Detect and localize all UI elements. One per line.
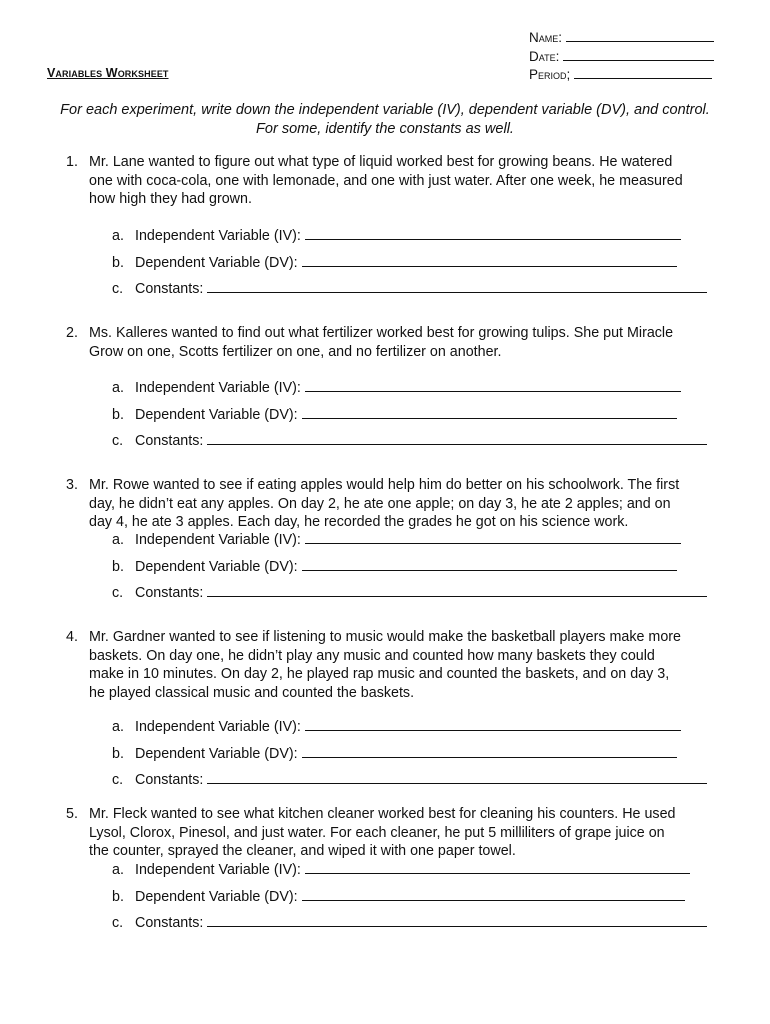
sub-letter: c. [112,281,124,297]
question-line: one with coca-cola, one with lemonade, and one with just water. After one week, he measured [89,172,683,189]
sub-letter: c. [112,433,124,449]
iv-label: Independent Variable (IV): [135,719,301,735]
constants-answer-blank[interactable] [207,913,707,927]
sub-letter: c. [112,772,124,788]
sub-letter: b. [112,888,124,905]
iv-answer-blank[interactable] [305,530,681,544]
question-line: Mr. Fleck wanted to see what kitchen cleaner worked best for cleaning his counters. He used [89,806,676,822]
question-line: how high they had grown. [89,191,252,207]
answer-iv [112,226,736,245]
sub-letter: a. [112,719,124,735]
question-3 [66,476,736,532]
name-field [529,29,729,48]
dv-label: Dependent Variable (DV): [135,888,298,905]
question-5-answers [66,860,736,932]
iv-label: Independent Variable (IV): [135,532,301,548]
question-4 [66,628,736,702]
constants-answer-blank[interactable] [207,770,707,784]
instructions-line-2: For some, identify the constants as well. [256,120,514,137]
question-line: he played classical music and counted the baskets. [89,684,415,701]
dv-answer-blank[interactable] [302,405,677,419]
sub-letter: a. [112,862,124,878]
sub-letter: a. [112,228,124,244]
question-text [89,324,739,361]
dv-label: Dependent Variable (DV): [135,406,298,423]
iv-answer-blank[interactable] [305,860,690,874]
name-label: Name: [529,30,563,45]
question-text [89,153,739,209]
answer-iv [112,860,736,879]
constants-label: Constants: [135,585,204,601]
instructions [40,101,730,138]
answer-dv [112,253,736,272]
worksheet-title: Variables Worksheet [47,66,169,80]
question-1 [66,153,736,209]
answer-constants [112,431,736,450]
dv-label: Dependent Variable (DV): [135,254,298,271]
sub-letter: b. [112,254,124,271]
iv-answer-blank[interactable] [305,717,681,731]
question-3-answers [66,530,736,602]
question-text [89,476,739,532]
question-line: Lysol, Clorox, Pinesol, and just water. For each cleaner, he put 5 milliliters of grape juice on [89,824,665,841]
sub-letter: c. [112,585,124,601]
dv-answer-blank[interactable] [302,557,677,571]
sub-letter: b. [112,558,124,575]
constants-answer-blank[interactable] [207,279,707,293]
question-4-answers [66,717,736,789]
sub-letter: c. [112,915,124,931]
iv-answer-blank[interactable] [305,226,681,240]
iv-label: Independent Variable (IV): [135,380,301,396]
constants-answer-blank[interactable] [207,431,707,445]
answer-constants [112,583,736,602]
period-blank[interactable] [574,66,712,79]
answer-constants [112,770,736,789]
question-line: Mr. Lane wanted to figure out what type of liquid worked best for growing beans. He watered [89,154,673,170]
dv-answer-blank[interactable] [302,744,677,758]
date-field [529,48,729,67]
constants-label: Constants: [135,433,204,449]
constants-label: Constants: [135,281,204,297]
answer-dv [112,887,736,906]
date-label: Date: [529,48,560,64]
instructions-line-1: For each experiment, write down the independent variable (IV), dependent variable (DV), and control. [60,102,710,118]
period-field [529,66,729,85]
student-info-block [529,29,729,85]
question-number: 4. [66,629,78,645]
dv-answer-blank[interactable] [302,887,685,901]
iv-label: Independent Variable (IV): [135,862,301,878]
dv-answer-blank[interactable] [302,253,677,267]
iv-label: Independent Variable (IV): [135,228,301,244]
question-line: Mr. Rowe wanted to see if eating apples would help him do better on his schoolwork. The first [89,477,680,493]
question-text [89,805,739,861]
answer-iv [112,717,736,736]
question-line: the counter, sprayed the cleaner, and wiped it with one paper towel. [89,843,516,859]
answer-dv [112,557,736,576]
question-text [89,628,739,702]
question-5 [66,805,736,861]
answer-dv [112,744,736,763]
answer-constants [112,279,736,298]
question-line: baskets. On day one, he didn’t play any music and counted how many baskets they could [89,647,655,664]
question-2 [66,324,736,361]
question-line: day, he didn’t eat any apples. On day 2, he ate one apple; on day 3, he ate 2 apples; and on [89,495,671,512]
question-number: 5. [66,806,78,822]
answer-iv [112,530,736,549]
question-line: day 4, he ate 3 apples. Each day, he recorded the grades he got on his science work. [89,514,629,530]
answer-dv [112,405,736,424]
question-1-answers [66,226,736,298]
answer-constants [112,913,736,932]
question-line: Ms. Kalleres wanted to find out what fertilizer worked best for growing tulips. She put Miracle [89,325,674,341]
constants-label: Constants: [135,772,204,788]
question-number: 1. [66,154,78,170]
question-line: Grow on one, Scotts fertilizer on one, and no fertilizer on another. [89,343,502,360]
date-blank[interactable] [563,48,714,61]
sub-letter: b. [112,745,124,762]
answer-iv [112,378,736,397]
constants-label: Constants: [135,915,204,931]
dv-label: Dependent Variable (DV): [135,558,298,575]
constants-answer-blank[interactable] [207,583,707,597]
name-blank[interactable] [566,29,714,42]
period-label: Period; [529,67,571,82]
question-number: 3. [66,477,78,493]
question-2-answers [66,378,736,450]
question-number: 2. [66,325,78,341]
sub-letter: b. [112,406,124,423]
dv-label: Dependent Variable (DV): [135,745,298,762]
iv-answer-blank[interactable] [305,378,681,392]
question-line: Mr. Gardner wanted to see if listening to music would make the basketball players make more [89,629,682,645]
sub-letter: a. [112,532,124,548]
question-line: make in 10 minutes. On day 2, he played rap music and counted the baskets, and on day 3, [89,666,670,682]
sub-letter: a. [112,380,124,396]
